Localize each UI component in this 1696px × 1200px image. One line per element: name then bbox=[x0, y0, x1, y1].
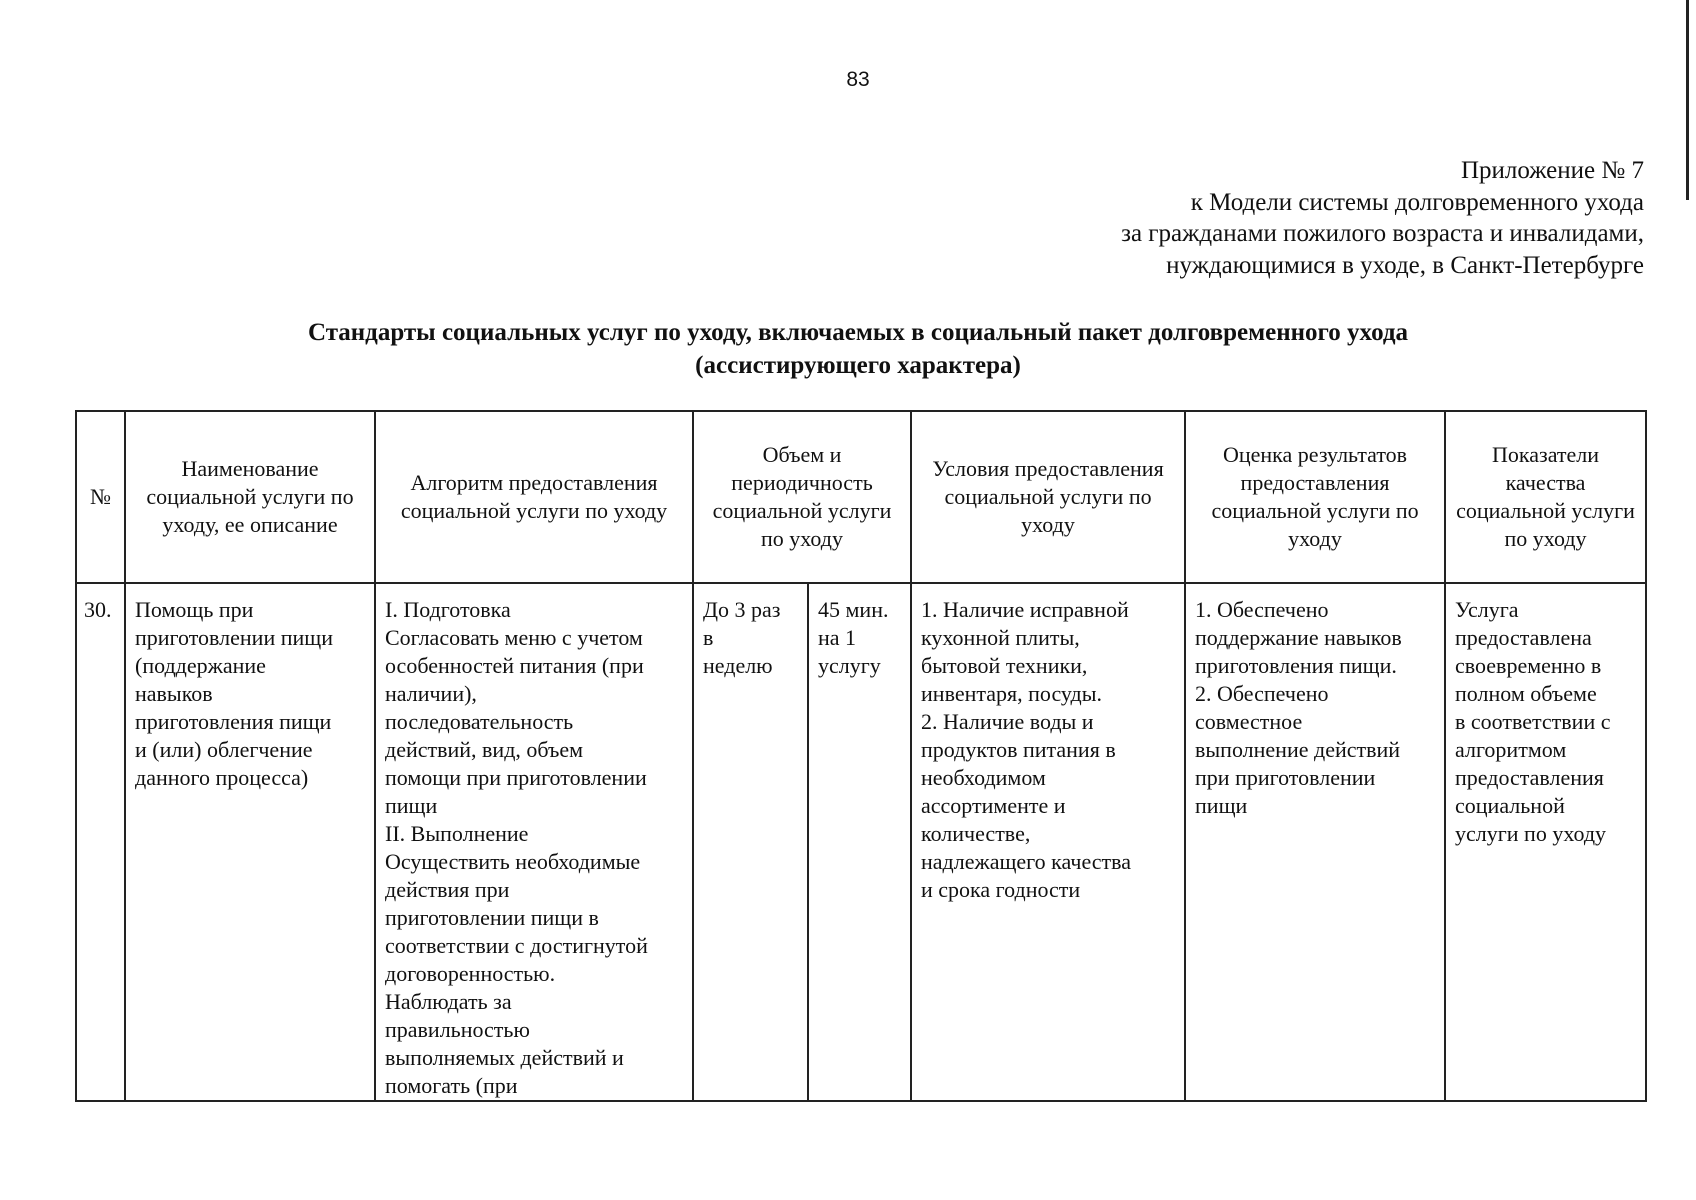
appendix-line: нуждающимися в уходе, в Санкт-Петербурге bbox=[1166, 251, 1644, 279]
header-volume-frequency: Объем и периодичность социальной услуги по уходу bbox=[693, 411, 911, 583]
header-service-name: Наименование социальной услуги по уходу, ее описание bbox=[125, 411, 375, 583]
standards-table bbox=[75, 410, 1647, 1102]
table-header-row bbox=[76, 411, 1646, 583]
header-quality: Показатели качества социальной услуги по уходу bbox=[1445, 411, 1646, 583]
appendix-line: к Модели системы долговременного ухода bbox=[1190, 188, 1644, 216]
header-conditions: Условия предоставления социальной услуги по уходу bbox=[911, 411, 1185, 583]
document-title-line: Стандарты социальных услуг по уходу, включаемых в социальный пакет долговременного ухода bbox=[307, 319, 1409, 346]
page-edge-line bbox=[1686, 0, 1689, 200]
header-num: № bbox=[76, 411, 125, 583]
cell-evaluation: 1. Обеспечено поддержание навыков приготовления пищи. 2. Обеспечено совместное выполнение действий при приготовлении пищи bbox=[1185, 583, 1445, 1101]
appendix-reference bbox=[1121, 155, 1644, 281]
cell-conditions: 1. Наличие исправной кухонной плиты, бытовой техники, инвентаря, посуды. 2. Наличие воды и продуктов питания в необходимом ассортименте и количестве, надлежащего качества и срока годности bbox=[911, 583, 1185, 1101]
cell-frequency: До 3 раз в неделю bbox=[693, 583, 808, 1101]
table-row bbox=[76, 583, 1646, 1101]
cell-duration: 45 мин. на 1 услугу bbox=[808, 583, 911, 1101]
appendix-line: за гражданами пожилого возраста и инвалидами, bbox=[1121, 220, 1644, 247]
document-title-line: (ассистирующего характера) bbox=[695, 352, 1021, 379]
cell-service-name: Помощь при приготовлении пищи (поддержание навыков приготовления пищи и (или) облегчение данного процесса) bbox=[125, 583, 375, 1101]
cell-quality: Услуга предоставлена своевременно в полном объеме в соответствии с алгоритмом предоставления социальной услуги по уходу bbox=[1445, 583, 1646, 1101]
cell-num: 30. bbox=[76, 583, 125, 1101]
document-title bbox=[0, 316, 1696, 382]
page-number: 83 bbox=[846, 68, 870, 91]
header-evaluation: Оценка результатов предоставления социальной услуги по уходу bbox=[1185, 411, 1445, 583]
header-algorithm: Алгоритм предоставления социальной услуги по уходу bbox=[375, 411, 693, 583]
cell-algorithm: I. Подготовка Согласовать меню с учетом особенностей питания (при наличии), последовательность действий, вид, объем помощи при приготовлении пищи II. Выполнение Осуществить необходимые действия при приготовлении пищи в соответствии с достигнутой договоренностью. Наблюдать за правильностью выполняемых действий и помогать (при bbox=[375, 583, 693, 1101]
appendix-line: Приложение № 7 bbox=[1460, 157, 1644, 184]
